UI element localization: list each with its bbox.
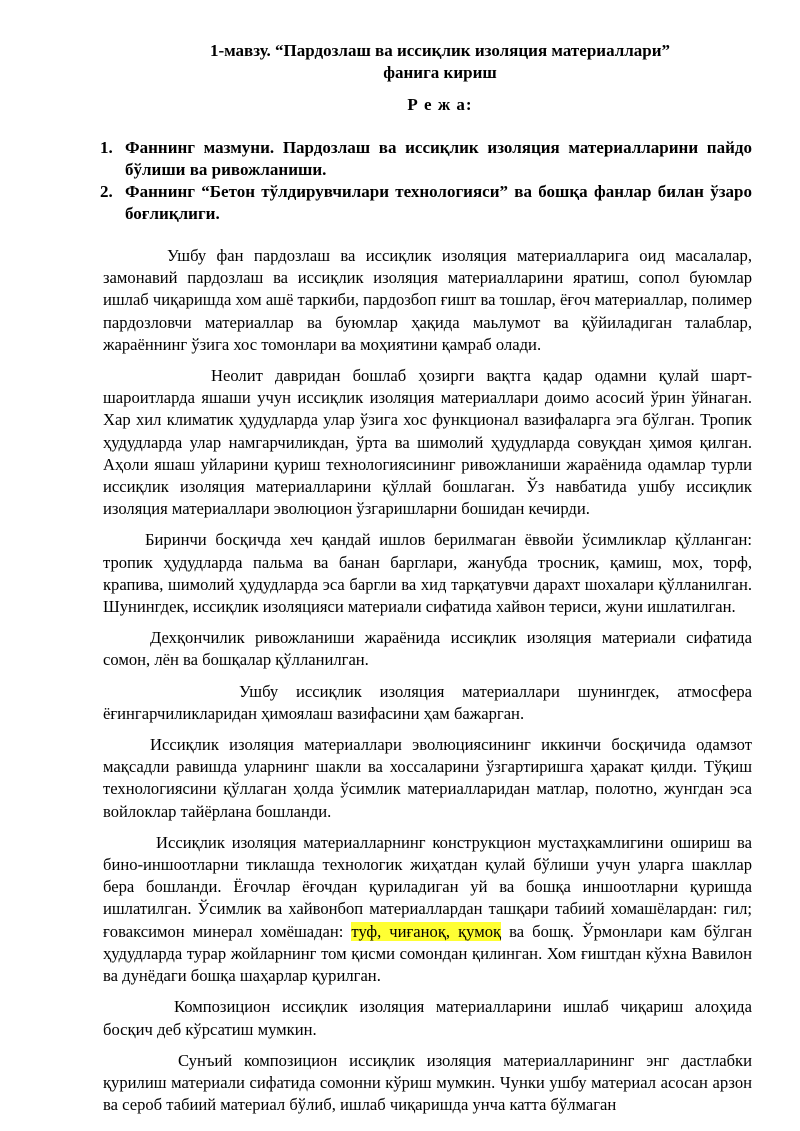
paragraph: Сунъий композицион иссиқлик изоляция материалларининг энг дастлабки қурилиш материали сифатида сомонни кўриш мумкин. Чунки ушбу материал асосан арзон ва сероб табиий материал бўлиб, ишлаб чиқаришда унча катта бўлмаган — [103, 1050, 752, 1115]
paragraph: Биринчи босқичда хеч қандай ишлов берилмаган ёввойи ўсимликлар қўлланган: тропик ҳудудларда пальма ва банан барглари, жанубда тросник, қамиш, мох, торф, крапива, шимолий ҳудудларда эса баргли ва хид тарқатувчи дарахт шохалари қўлланилган. Шунингдек, иссиқлик изоляцияси материали сифатида хайвон териси, жуни ишлатилган. — [103, 530, 752, 617]
plan-item — [100, 181, 752, 225]
body-text — [103, 245, 752, 1125]
paragraph-text: ва бошқ. Ўрмонлари кам бўлган ҳудудларда турар жойларнинг том қисми сомондан қилинган. Хом ғиштдан кўхна Вавилон ва дунёдаги бошқа шаҳарлар қурилган. — [103, 921, 752, 986]
paragraph: Неолит давридан бошлаб ҳозирги вақтга қадар одамни қулай шарт-шароитларда яшаши учун иссиқлик изоляция материаллари доимо асосий ўрин ўйнаган. Хар хил климатик ҳудудларда улар ўзига хос функционал вазифаларга эга бўлган. Тропик ҳудудларда улар намгарчиликдан, ўрта ва шимолий ҳудудларда совуқдан ҳимоя қилган. Аҳоли яшаш уйларини қуриш технологиясининг ривожланиши жараёнида одамлар турли иссиқлик изоляция материалларини қўллай бошлаган. Ўз навбатида ушбу иссиқлик изоляция материаллари эволюцион ўзгаришларни бошидан кечирди. — [103, 366, 752, 519]
paragraph-with-highlight — [103, 832, 752, 987]
plan-item-number: 1. — [100, 138, 113, 157]
paragraph: Ушбу фан пардозлаш ва иссиқлик изоляция материалларига оид масалалар, замонавий пардозлаш ва иссиқлик изоляция материалларини яратиш, сопол буюмлар ишлаб чиқаришда хом ашё таркиби, пардозбоп ғишт ва тошлар, ёғоч материаллар, полимер пардозловчи материаллар ва буюмлар ҳақида маьлумот ва қўйиладиган талаблар, жараённинг ўзига хос томонлари ва моҳиятини қамраб олади. — [103, 246, 752, 354]
paragraph: Ушбу иссиқлик изоляция материаллари шунингдек, атмосфера ёғингарчиликларидан ҳимоялаш вазифасини ҳам бажарган. — [103, 681, 752, 723]
plan-item — [100, 137, 752, 181]
paragraph-text: Иссиқлик изоляция материалларнинг конструкцион мустаҳкамлигини ошириш ва бино-иншоотларни тиклашда технологик жиҳатдан қулай бўлиши учун уларга шакллар бера бошланди. Ёғочлар ёғочдан қуриладиган уй ва бошқа иншоотларни қуришда ишлатилган. Ўсимлик ва хайвонбоп материаллардан ташқари табиий хомашёлардан: гил; ғоваксимон минерал хомёшадан: — [103, 832, 752, 941]
document-title — [100, 40, 780, 84]
paragraph: Дехқончилик ривожланиши жараёнида иссиқлик изоляция материали сифатида сомон, лён ва бошқалар қўлланилган. — [103, 628, 752, 670]
paragraph: Композицион иссиқлик изоляция материалларини ишлаб чиқариш алоҳида босқич деб кўрсатиш мумкин. — [103, 997, 752, 1039]
plan-heading: Р е ж а: — [407, 95, 473, 114]
plan-item-number: 2. — [100, 182, 113, 201]
plan-item-text: Фаннинг мазмуни. Пардозлаш ва иссиқлик изоляция материалларини пайдо бўлиши ва ривожланиши. — [125, 138, 752, 179]
paragraph: Иссиқлик изоляция материаллари эволюциясининг иккинчи босқичида одамзот мақсадли равишда уларнинг шакли ва хоссаларини ўзгартиришга ҳаракат қилди. Тўқиш технологиясини қўллаган ҳолда ўсимлик материалларидан матлар, полотно, жунгдан эса войлоклар тайёрлана бошланди. — [103, 735, 752, 821]
plan-list — [100, 137, 752, 225]
title-line-2: фанига кириш — [383, 63, 497, 82]
title-line-1: 1-мавзу. “Пардозлаш ва иссиқлик изоляция материаллари” — [209, 41, 671, 60]
plan-item-text: Фаннинг “Бетон тўлдирувчилари технологияси” ва бошқа фанлар билан ўзаро боғлиқлиги. — [125, 182, 752, 223]
highlighted-text: туф, чиғаноқ, қумоқ — [351, 921, 502, 941]
